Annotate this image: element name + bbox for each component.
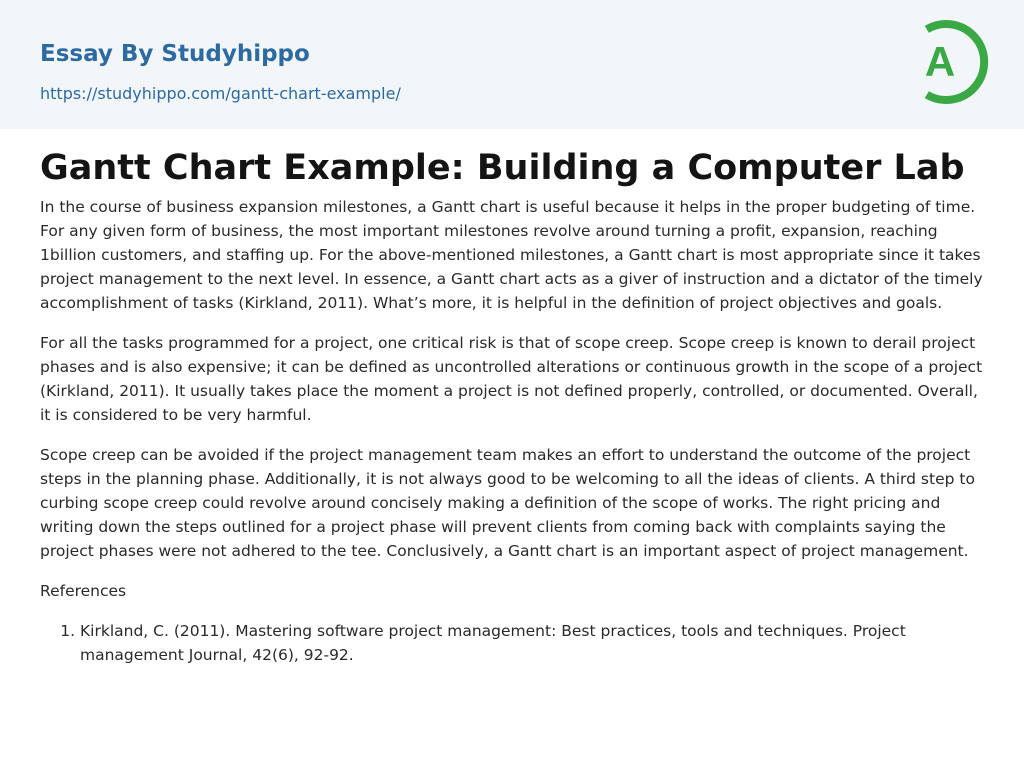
page-title: Gantt Chart Example: Building a Computer Lab [40, 148, 965, 188]
studyhippo-logo-icon[interactable] [900, 16, 992, 108]
site-header [0, 0, 1024, 129]
paragraph-3: Scope creep can be avoided if the project management team makes an effort to understand the outcome of the project steps in the planning phase. Additionally, it is not always good to be welcoming to all the ideas of clients. A third step to curbing scope creep could revolve around concisely making a definition of the scope of works. The right pricing and writing down the steps outlined for a project phase will prevent clients from coming back with complaints saying the project phases were not adhered to the tee. Conclusively, a Gantt chart is an important aspect of project management. [40, 446, 975, 560]
references-heading: References [40, 582, 127, 600]
logo-letter: A [924, 38, 956, 85]
article [40, 145, 990, 667]
references-list [40, 619, 990, 667]
paragraph-1: In the course of business expansion milestones, a Gantt chart is useful because it helps in the proper budgeting of time. For any given form of business, the most important milestones revolve around turning a profit, expansion, reaching 1billion customers, and staffing up. For the above-mentioned milestones, a Gantt chart is most appropriate since it takes project management to the next level. In essence, a Gantt chart acts as a giver of instruction and a dictator of the timely accomplishment of tasks (Kirkland, 2011). What’s more, it is helpful in the definition of project objectives and goals. [40, 198, 983, 312]
paragraph-2: For all the tasks programmed for a project, one critical risk is that of scope creep. Scope creep is known to derail project phases and is also expensive; it can be defined as uncontrolled alterations or continuous growth in the scope of a project (Kirkland, 2011). It usually takes place the moment a project is not defined properly, controlled, or documented. Overall, it is considered to be very harmful. [40, 334, 983, 424]
reference-item: 1. Kirkland, C. (2011). Mastering software project management: Best practices, tools and techniques. Project management Journal, 42(6), 92-92. [80, 619, 990, 667]
brand-title[interactable]: Essay By Studyhippo [40, 41, 310, 67]
page-url-link[interactable]: https://studyhippo.com/gantt-chart-example/ [40, 84, 401, 103]
